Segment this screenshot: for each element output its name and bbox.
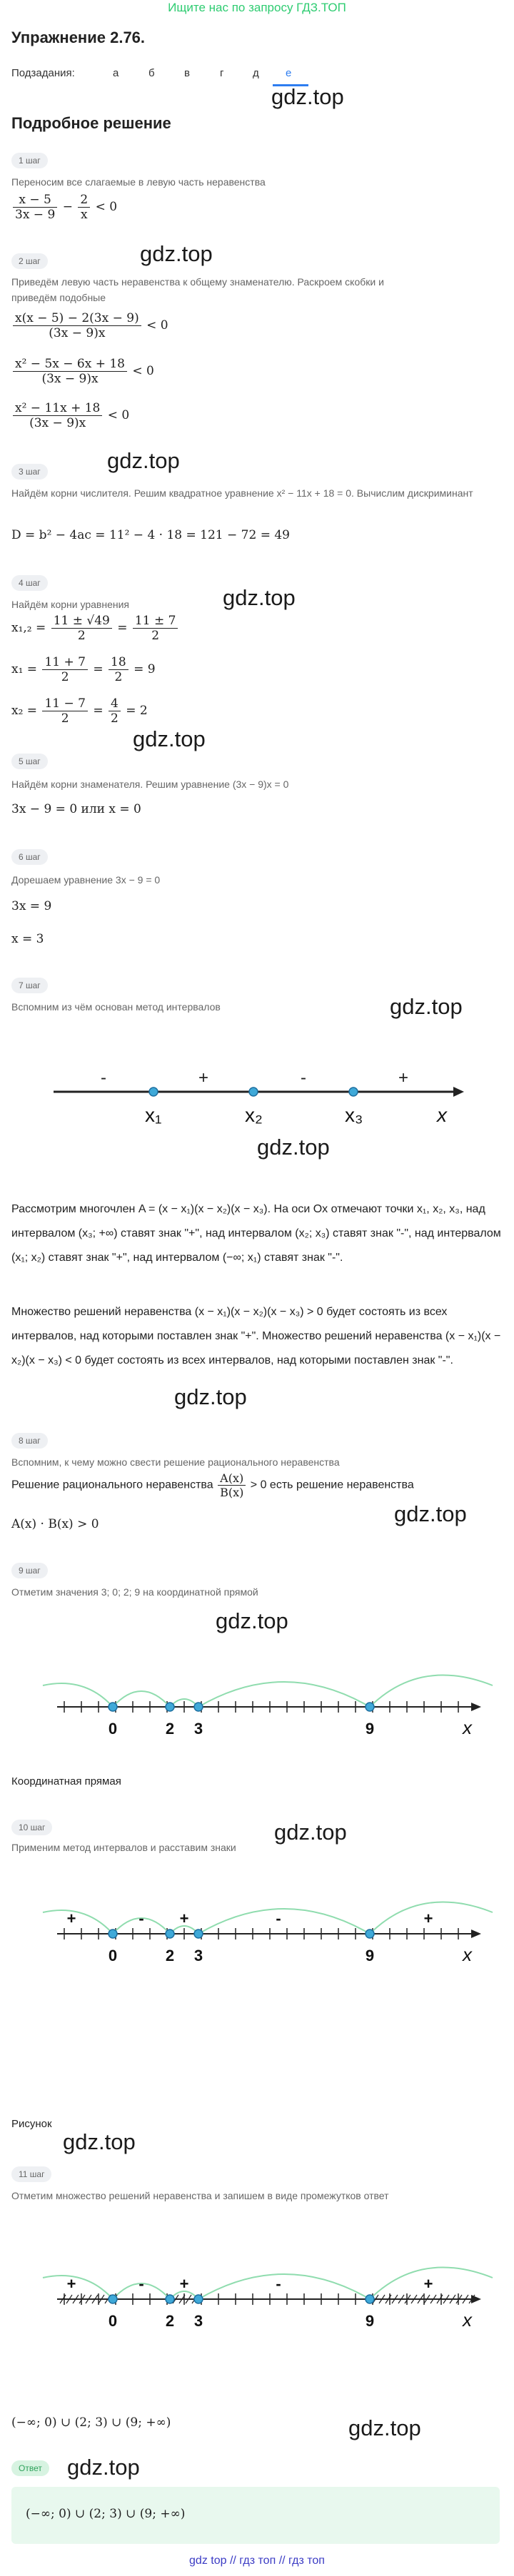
answer-value: (−∞; 0) ∪ (2; 3) ∪ (9; +∞) bbox=[26, 2507, 186, 2521]
watermark: gdz.top bbox=[140, 241, 213, 266]
subtask-v[interactable]: в bbox=[184, 67, 190, 79]
step-description: Вспомним, к чему можно свести решение рационального неравенства bbox=[11, 1456, 340, 1468]
interval-sign: + bbox=[423, 1910, 433, 1927]
math-step2c: $\frac{\text{x² − 11x + 18}}{(3x - 9)x}$ < 0 bbox=[11, 401, 129, 430]
step-badge: 7 шаг bbox=[11, 978, 48, 993]
answer-badge: Ответ bbox=[11, 2460, 49, 2476]
math-step4b: x₁ = $\frac{11 + 7}{2}$ = $\frac{18}{2}$ = 9 bbox=[11, 655, 156, 684]
interval-sign: + bbox=[66, 2275, 76, 2293]
watermark: gdz.top bbox=[63, 2129, 136, 2154]
interval-arc bbox=[43, 1910, 113, 1934]
subtask-b[interactable]: б bbox=[148, 67, 155, 79]
answer-box bbox=[11, 2487, 500, 2544]
section-title: Подробное решение bbox=[11, 114, 171, 132]
point-label: 2 bbox=[165, 1720, 175, 1738]
axis-label: x bbox=[437, 1104, 447, 1126]
caption: Координатная прямая bbox=[11, 1775, 121, 1788]
math-step5: 3x − 9 = 0 или x = 0 bbox=[11, 802, 141, 816]
subtask-a[interactable]: а bbox=[113, 67, 119, 79]
step-description: Найдём корни числителя. Решим квадратное уравнение x² − 11x + 18 = 0. Вычислим дискриминант bbox=[11, 487, 473, 499]
interval-sign: + bbox=[198, 1068, 209, 1087]
axis-label: x bbox=[463, 1944, 472, 1965]
watermark: gdz.top bbox=[223, 585, 296, 610]
subtasks-label: Подзадания: bbox=[11, 67, 75, 79]
watermark: gdz.top bbox=[257, 1135, 330, 1160]
interval-sign: - bbox=[276, 2275, 281, 2293]
interval-arc bbox=[198, 1909, 370, 1934]
step-description: Найдём корни знаменателя. Решим уравнение (3x − 9)x = 0 bbox=[11, 779, 289, 790]
interval-sign: + bbox=[423, 2275, 433, 2293]
axis-point bbox=[194, 1930, 203, 1938]
coordinate-line-points bbox=[0, 1641, 514, 1748]
watermark: gdz.top bbox=[394, 1501, 467, 1526]
math-step8: A(x) · B(x) > 0 bbox=[11, 1517, 99, 1531]
step-description: Отметим множество решений неравенства и запишем в виде промежутков ответ bbox=[11, 2190, 389, 2201]
footer-links[interactable]: gdz top // гдз топ // гдз топ bbox=[189, 2555, 325, 2567]
step-description: Применим метод интервалов и расставим знаки bbox=[11, 1842, 236, 1853]
point-label: 9 bbox=[365, 2312, 375, 2330]
step-description: Отметим значения 3; 0; 2; 9 на координатной прямой bbox=[11, 1586, 258, 1598]
watermark: gdz.top bbox=[348, 2415, 421, 2440]
interval-arc bbox=[113, 1691, 170, 1707]
coordinate-line-signs bbox=[0, 1868, 514, 1975]
watermark: gdz.top bbox=[107, 448, 180, 473]
watermark: gdz.top bbox=[271, 84, 344, 109]
subtask-e[interactable]: е bbox=[286, 67, 292, 79]
axis-point bbox=[166, 1930, 174, 1938]
interval-sign: - bbox=[138, 2275, 144, 2293]
subtask-d[interactable]: д bbox=[253, 67, 259, 79]
axis-arrow bbox=[453, 1087, 464, 1097]
axis-point bbox=[166, 1703, 174, 1711]
interval-sign: + bbox=[179, 2275, 189, 2293]
point-label: x₂ bbox=[245, 1104, 263, 1126]
point-label: 0 bbox=[108, 1947, 118, 1964]
page-title: Упражнение 2.76. bbox=[11, 29, 146, 46]
watermark: gdz.top bbox=[174, 1384, 247, 1409]
axis-point bbox=[366, 1703, 374, 1711]
watermark: gdz.top bbox=[216, 1608, 288, 1633]
watermark: gdz.top bbox=[67, 2455, 140, 2480]
watermark: gdz.top bbox=[390, 994, 463, 1019]
step-badge: 5 шаг bbox=[11, 754, 48, 769]
point-label: x₃ bbox=[345, 1104, 363, 1126]
math-step1: $\frac{x - 5}{3x - 9}$ − $\frac{2}{x}$ < 0 bbox=[11, 193, 117, 222]
axis-point bbox=[366, 2295, 374, 2303]
interval-sign: + bbox=[179, 1910, 189, 1927]
step-badge: 6 шаг bbox=[11, 849, 48, 865]
interval-method-axis bbox=[0, 1056, 514, 1142]
interval-arc bbox=[370, 1675, 493, 1707]
axis-arrow bbox=[471, 1930, 481, 1938]
watermark: gdz.top bbox=[274, 1820, 347, 1845]
step-badge: 4 шаг bbox=[11, 575, 48, 591]
intervals-solution-rule: Множество решений неравенства (x − x₁)(x − x₂)(x − x₃) > 0 будет состоять из всех интервалов, над которыми поставлен знак "+". Множество решений неравенства (x − x₁)(x − x₂)(x − x₃) < 0 будет состоять из всех интервалов, над которыми поставлен знак "-". bbox=[11, 1306, 501, 1366]
axis-point bbox=[109, 1930, 117, 1938]
point-label: 0 bbox=[108, 1720, 118, 1738]
step-description: Приведём левую часть неравенства к общему знаменателю. Раскроем скобки и приведём подобные bbox=[11, 276, 384, 303]
step-description: Переносим все слагаемые в левую часть неравенства bbox=[11, 176, 266, 188]
axis-point bbox=[249, 1087, 258, 1096]
interval-sign: - bbox=[301, 1068, 306, 1087]
math-step4a: x₁,₂ = $\frac{11 \pm √49}{2}$ = $\frac{11 \pm 7}{2}$ bbox=[11, 614, 179, 643]
axis-point bbox=[109, 1703, 117, 1711]
math-step3: D = b² − 4ac = 11² − 4 · 18 = 121 − 72 = 49 bbox=[11, 528, 290, 542]
step-description: Дорешаем уравнение 3x − 9 = 0 bbox=[11, 874, 161, 886]
axis-point bbox=[194, 1703, 203, 1711]
answer-intervals: (−∞; 0) ∪ (2; 3) ∪ (9; +∞) bbox=[11, 2415, 171, 2430]
interval-arc bbox=[198, 1682, 370, 1707]
axis-point bbox=[194, 2295, 203, 2303]
step-badge: 1 шаг bbox=[11, 153, 48, 168]
interval-sign: - bbox=[101, 1068, 106, 1087]
step-badge: 3 шаг bbox=[11, 464, 48, 480]
subtask-g[interactable]: г bbox=[220, 67, 224, 79]
point-label: 3 bbox=[193, 2312, 203, 2330]
axis-point bbox=[349, 1087, 358, 1096]
point-label: 0 bbox=[108, 2312, 118, 2330]
step-badge: 10 шаг bbox=[11, 1820, 52, 1835]
rational-inequality-rule: Решение рационального неравенства $\frac{A(x)}{B(x)}$ > 0 есть решение неравенства bbox=[11, 1471, 414, 1499]
intervals-explanation: Рассмотрим многочлен A = (x − x₁)(x − x₂)(x − x₃). На оси Ox отмечают точки x₁, x₂, x₃, над интервалом (x₃; +∞) ставят знак "+", над интервалом (x₂; x₃) ставят знак "-", над интервалом (x₁; x₂) ставят знак "+", над интервалом (−∞; x₁) ставят знак "-". bbox=[11, 1203, 501, 1264]
interval-sign: + bbox=[398, 1068, 409, 1087]
axis-arrow bbox=[471, 2295, 481, 2303]
step-badge: 11 шаг bbox=[11, 2166, 51, 2182]
interval-arc bbox=[43, 1683, 113, 1707]
math-step2a: $\frac{x(x - 5) - 2(3x - 9)}{(3x - 9)x}$ < 0 bbox=[11, 311, 168, 340]
point-label: 3 bbox=[193, 1947, 203, 1964]
step-description: Найдём корни уравнения bbox=[11, 599, 129, 610]
interval-arc bbox=[198, 2274, 370, 2299]
watermark: gdz.top bbox=[133, 726, 206, 751]
step-description: Вспомним из чём основан метод интервалов bbox=[11, 1001, 221, 1013]
step-badge: 8 шаг bbox=[11, 1433, 48, 1449]
point-label: 2 bbox=[165, 1947, 175, 1964]
point-label: 3 bbox=[193, 1720, 203, 1738]
step-badge: 2 шаг bbox=[11, 253, 48, 269]
solution-set-axis bbox=[0, 2219, 514, 2348]
axis-label: x bbox=[463, 2309, 472, 2331]
point-label: 9 bbox=[365, 1947, 375, 1964]
point-label: 2 bbox=[165, 2312, 175, 2330]
point-label: x₁ bbox=[145, 1104, 162, 1126]
interval-sign: - bbox=[276, 1910, 281, 1927]
caption: Рисунок bbox=[11, 2118, 52, 2130]
interval-sign: - bbox=[138, 1910, 144, 1927]
interval-sign: + bbox=[66, 1910, 76, 1927]
math-step6b: x = 3 bbox=[11, 932, 44, 946]
axis-point bbox=[149, 1087, 158, 1096]
axis-point bbox=[109, 2295, 117, 2303]
math-step6a: 3x = 9 bbox=[11, 899, 52, 913]
axis-point bbox=[166, 2295, 174, 2303]
point-label: 9 bbox=[365, 1720, 375, 1738]
top-search-link[interactable]: Ищите нас по запросу ГДЗ.ТОП bbox=[168, 1, 346, 14]
axis-point bbox=[366, 1930, 374, 1938]
axis-arrow bbox=[471, 1703, 481, 1711]
axis-label: x bbox=[463, 1717, 472, 1738]
math-step2b: $\frac{\text{x² − 5x − 6x + 18}}{(3x - 9)x}$ < 0 bbox=[11, 357, 154, 386]
step-badge: 9 шаг bbox=[11, 1563, 48, 1578]
math-step4c: x₂ = $\frac{11 - 7}{2}$ = $\frac{4}{2}$ = 2 bbox=[11, 696, 148, 726]
